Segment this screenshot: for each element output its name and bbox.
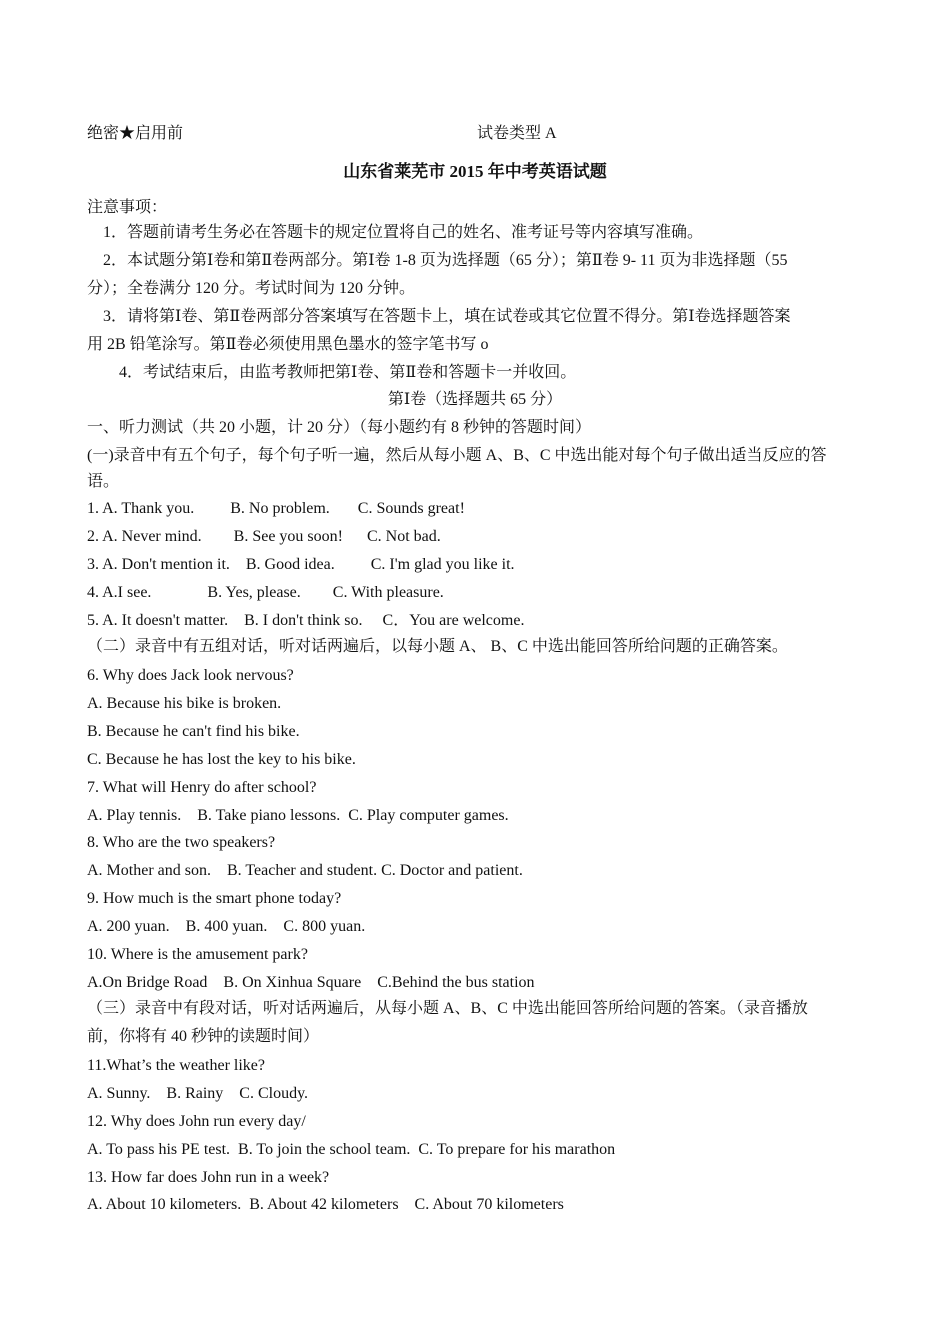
question-8-options: A. Mother and son. B. Teacher and student. C. Doctor and patient. [87, 862, 523, 879]
question-5: 5. A. It doesn't matter. B. I don't think so. C．You are welcome. [87, 612, 525, 629]
sub1-instructions: (一)录音中有五个句子，每个句子听一遍，然后从每小题 A、B、C 中选出能对每个句子做出适当反应的答 [87, 447, 827, 464]
question-6-option-b: B. Because he can't find his bike. [87, 723, 300, 740]
question-4: 4. A.I see. B. Yes, please. C. With pleasure. [87, 584, 444, 601]
question-11-options: A. Sunny. B. Rainy C. Cloudy. [87, 1085, 309, 1102]
question-12: 12. Why does John run every day/ [87, 1113, 306, 1130]
note-item-2-cont: 分）；全卷满分 120 分。考试时间为 120 分钟。 [87, 280, 416, 297]
question-6: 6. Why does Jack look nervous? [87, 667, 294, 684]
sub2-instructions: （二）录音中有五组对话，听对话两遍后，以每小题 A、 B、C 中选出能回答所给问题的正确答案。 [87, 638, 788, 655]
note-item-3-cont: 用 2B 铅笔涂写。第Ⅱ卷必须使用黑色墨水的签字笔书写 o [87, 336, 489, 353]
question-8: 8. Who are the two speakers? [87, 834, 276, 851]
question-6-option-a: A. Because his bike is broken. [87, 695, 282, 712]
sub1-instructions-cont: 语。 [87, 473, 120, 490]
sub3-instructions: （三）录音中有段对话，听对话两遍后，从每小题 A、B、C 中选出能回答所给问题的答案。（录音播放 [87, 1000, 808, 1017]
question-13: 13. How far does John run in a week? [87, 1169, 330, 1186]
question-12-options: A. To pass his PE test. B. To join the school team. C. To prepare for his marathon [87, 1141, 616, 1158]
section1-heading: 一、听力测试（共 20 小题，计 20 分）（每小题约有 8 秒钟的答题时间） [87, 419, 592, 436]
page-title: 山东省莱芜市 2015 年中考英语试题 [343, 162, 607, 181]
question-9-options: A. 200 yuan. B. 400 yuan. C. 800 yuan. [87, 918, 366, 935]
confidential-label: 绝密★启用前 [87, 125, 184, 142]
question-7: 7. What will Henry do after school? [87, 779, 317, 796]
question-1: 1. A. Thank you. B. No problem. C. Sounds great! [87, 500, 465, 517]
sub3-instructions-cont: 前，你将有 40 秒钟的读题时间） [87, 1028, 320, 1045]
question-2: 2. A. Never mind. B. See you soon! C. Not bad. [87, 528, 441, 545]
question-13-options: A. About 10 kilometers. B. About 42 kilometers C. About 70 kilometers [87, 1196, 564, 1213]
question-6-option-c: C. Because he has lost the key to his bike. [87, 751, 356, 768]
note-item-1: 1．答题前请考生务必在答题卡的规定位置将自己的姓名、准考证号等内容填写准确。 [103, 224, 704, 241]
paper-type-label: 试卷类型 A [477, 125, 557, 142]
note-item-3: 3．请将第Ⅰ卷、第Ⅱ卷两部分答案填写在答题卡上，填在试卷或其它位置不得分。第Ⅰ卷选择题答案 [103, 308, 791, 325]
note-item-2: 2．本试题分第Ⅰ卷和第Ⅱ卷两部分。第Ⅰ卷 1-8 页为选择题（65 分）；第Ⅱ卷 9- 11 页为非选择题（55 [103, 252, 788, 269]
note-item-4: 4．考试结束后，由监考教师把第Ⅰ卷、第Ⅱ卷和答题卡一并收回。 [119, 364, 577, 381]
question-3: 3. A. Don't mention it. B. Good idea. C. I'm glad you like it. [87, 556, 515, 573]
question-10: 10. Where is the amusement park? [87, 946, 308, 963]
notes-heading: 注意事项： [87, 199, 168, 216]
part1-heading: 第Ⅰ卷（选择题共 65 分） [387, 391, 563, 408]
question-7-options: A. Play tennis. B. Take piano lessons. C. Play computer games. [87, 807, 509, 824]
question-9: 9. How much is the smart phone today? [87, 890, 342, 907]
question-10-options: A.On Bridge Road B. On Xinhua Square C.Behind the bus station [87, 974, 535, 991]
question-11: 11.What’s the weather like? [87, 1057, 265, 1074]
